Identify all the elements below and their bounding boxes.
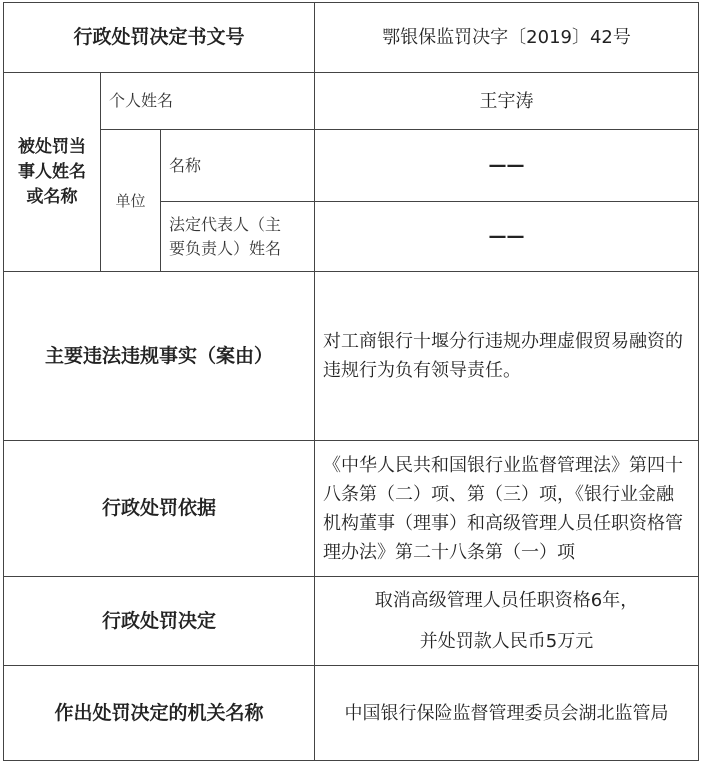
individual-name-label: 个人姓名 bbox=[101, 73, 315, 130]
basis-value: 《中华人民共和国银行业监督管理法》第四十八条第（二）项、第（三）项，《银行业金融机构董事（理事）和高级管理人员任职资格管理办法》第二十八条第（一）项 bbox=[315, 441, 699, 577]
penalty-table bbox=[3, 2, 699, 761]
decision-line-1: 取消高级管理人员任职资格6年， bbox=[374, 590, 639, 611]
unit-name-label: 名称 bbox=[161, 130, 315, 202]
facts-label: 主要违法违规事实（案由） bbox=[4, 272, 315, 441]
party-side-label-line: 事人姓名 bbox=[18, 161, 86, 182]
party-side-label-line: 被处罚当 bbox=[18, 136, 86, 157]
decision-line-gap bbox=[315, 614, 698, 628]
party-side-label bbox=[4, 73, 101, 272]
legal-rep-value: —— bbox=[315, 202, 699, 272]
decision-label: 行政处罚决定 bbox=[4, 577, 315, 666]
document-number-label: 行政处罚决定书文号 bbox=[4, 3, 315, 73]
legal-rep-label bbox=[161, 202, 315, 272]
row-authority bbox=[4, 666, 699, 761]
unit-label: 单位 bbox=[101, 130, 161, 272]
decision-value bbox=[315, 577, 699, 666]
unit-name-value: —— bbox=[315, 130, 699, 202]
party-side-label-line: 或名称 bbox=[26, 186, 78, 207]
legal-rep-label-line: 法定代表人（主 bbox=[169, 214, 282, 234]
individual-name-value: 王宇涛 bbox=[315, 73, 699, 130]
row-basis bbox=[4, 441, 699, 577]
document-number-value: 鄂银保监罚决字〔2019〕42号 bbox=[315, 3, 699, 73]
authority-label: 作出处罚决定的机关名称 bbox=[4, 666, 315, 761]
facts-value: 对工商银行十堰分行违规办理虚假贸易融资的违规行为负有领导责任。 bbox=[315, 272, 699, 441]
row-unit-name bbox=[4, 130, 699, 202]
legal-rep-label-line: 要负责人）姓名 bbox=[169, 238, 282, 258]
authority-value: 中国银行保险监督管理委员会湖北监管局 bbox=[315, 666, 699, 761]
basis-label: 行政处罚依据 bbox=[4, 441, 315, 577]
row-document-number bbox=[4, 3, 699, 73]
decision-line-2: 并处罚款人民币5万元 bbox=[419, 631, 594, 652]
row-individual-name bbox=[4, 73, 699, 130]
row-decision bbox=[4, 577, 699, 666]
row-facts bbox=[4, 272, 699, 441]
